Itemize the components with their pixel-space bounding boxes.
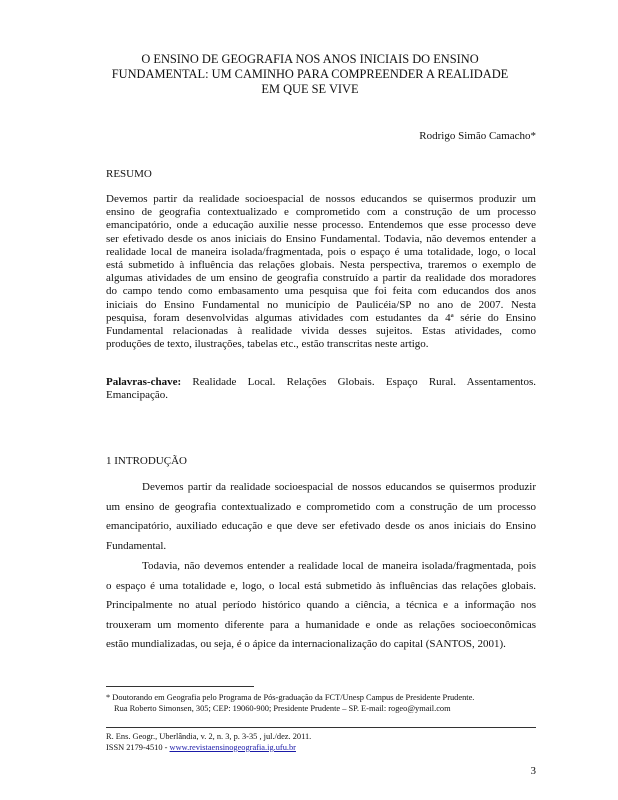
title-line: EM QUE SE VIVE [261, 82, 359, 96]
abstract-line: do campo tendo como embasamento uma pesquisa que foi feita com educandos dos anos [106, 285, 536, 298]
paragraph-line: Todavia, não devemos entender a realidade local de maneira isolada/fragmentada, pois [142, 560, 536, 572]
journal-link[interactable]: www.revistaensinogeografia.ig.ufu.br [169, 743, 296, 752]
abstract-line: algumas atividades de um ensino de geografia construído a partir da realidade dos moradores [106, 272, 536, 285]
journal-citation: R. Ens. Geogr., Uberlândia, v. 2, n. 3, p. 3-35 , jul./dez. 2011. [106, 732, 312, 741]
issn: ISSN 2179-4510 - [106, 743, 170, 752]
paragraph-line: Devemos partir da realidade socioespacial de nossos educandos se quisermos produzir [142, 481, 536, 493]
paragraph-line: estão mundializadas, ou seja, é o ápice da internacionalização do capital (SANTOS, 2001). [106, 638, 506, 651]
footnote [106, 692, 474, 714]
abstract-line: pesquisa, foram desenvolvidas algumas atividades com estudantes da 4ª série do Ensino [106, 311, 536, 324]
abstract-line: ensino de geografia contextualizado e comprometido com a construção de um processo [106, 206, 536, 219]
paragraph-line: Principalmente no atual período histórico quando a ciência, a técnica e a informação nos [106, 599, 536, 612]
abstract-line: Fundamental relacionadas à realidade vivida desses sujeitos. Estas atividades, como [106, 325, 536, 338]
abstract-line: está submetido à influência das relações globais. Nesta perspectiva, traremos o exemplo de [106, 259, 536, 272]
title-line: O ENSINO DE GEOGRAFIA NOS ANOS INICIAIS DO ENSINO [141, 52, 479, 66]
paragraph-line: emancipatório, auxiliado educação e que deve ser efetivado desde os anos iniciais do Ensino [106, 520, 536, 533]
keywords-label: Palavras-chave: [106, 376, 182, 388]
footnote-line: * Doutorando em Geografia pelo Programa de Pós-graduação da FCT/Unesp Campus de Presidente Prudente. [106, 693, 475, 702]
author-name: Rodrigo Simão Camacho* [419, 130, 536, 142]
paragraph-line: o espaço é uma totalidade e, logo, o local está submetido às influências das relações globais. [106, 579, 536, 592]
introduction-heading: 1 INTRODUÇÃO [106, 455, 187, 467]
abstract-line: emancipatório, onde a educação auxilie nesse processo. Entendemos que esse processo deve [106, 219, 536, 232]
abstract-line: realidade local de maneira isolada/fragmentada, pois o espaço é uma totalidade, logo, o local [106, 245, 536, 258]
abstract-line: produções de texto, ilustrações, tabelas etc., estão transcritas neste artigo. [106, 338, 429, 351]
page-footer [106, 731, 311, 753]
keywords-line: Realidade Local. Relações Globais. Espaço Rural. Assentamentos. [192, 376, 537, 388]
footnote-divider [106, 686, 254, 687]
keywords [106, 376, 536, 403]
introduction-paragraph-2 [106, 557, 536, 655]
abstract-line: iniciais do Ensino Fundamental no município de Paulicéia/SP no ano de 2007. Nesta [106, 298, 536, 311]
paragraph-line: trouxeram um momento diferente para a humanidade e onde as relações socioeconômicas [106, 618, 536, 631]
abstract-line: ser efetivado desde os anos iniciais do Ensino Fundamental. Todavia, não devemos entender a [106, 232, 536, 245]
paragraph-line: um ensino de geografia contextualizado e comprometido com a construção de um processo [106, 500, 536, 513]
article-title [90, 52, 530, 97]
title-line: FUNDAMENTAL: UM CAMINHO PARA COMPREENDER A REALIDADE [111, 67, 509, 81]
abstract-line: Devemos partir da realidade socioespacial de nossos educandos se quisermos produzir um [106, 193, 536, 205]
paragraph-line: Fundamental. [106, 539, 167, 552]
page-number: 3 [530, 765, 536, 777]
footer-divider [106, 727, 536, 728]
footnote-line: Rua Roberto Simonsen, 305; CEP: 19060-900; Presidente Prudente – SP. E-mail: rogeo@ymail.com [114, 704, 451, 713]
keywords-line: Emancipação. [106, 389, 168, 402]
introduction-paragraph-1 [106, 478, 536, 556]
abstract-text [106, 193, 536, 351]
abstract-heading: RESUMO [106, 168, 152, 180]
